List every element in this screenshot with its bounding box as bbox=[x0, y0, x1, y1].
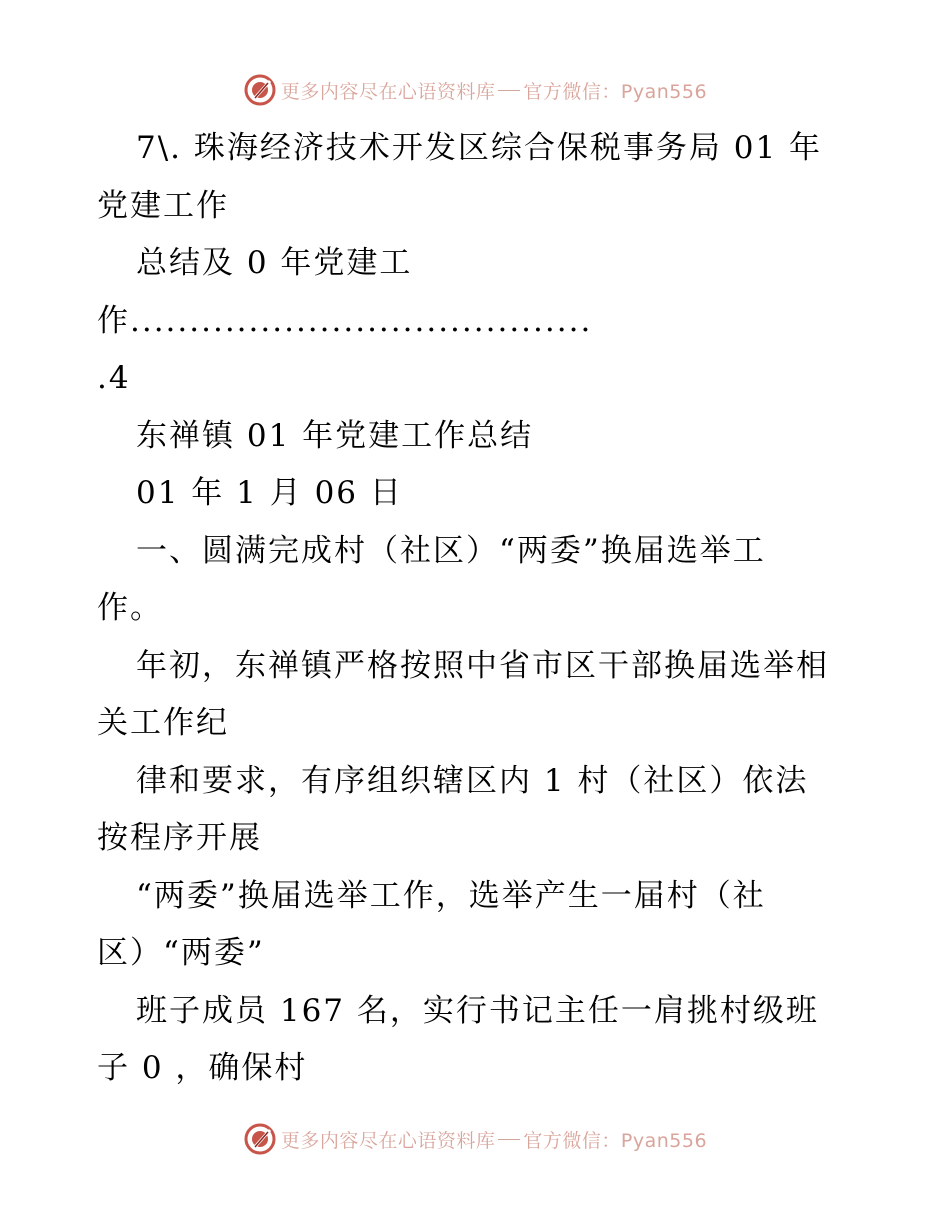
footer-watermark bbox=[0, 1121, 950, 1157]
seal-logo-icon bbox=[243, 1122, 277, 1156]
toc-leader-line: 作....................................... bbox=[97, 302, 593, 339]
watermark-suffix-text: 官方微信：Pyan556 bbox=[523, 80, 708, 103]
body-line: 区）“两委” bbox=[97, 935, 265, 971]
seal-logo-icon bbox=[243, 73, 277, 107]
body-line: 子 0 ，确保村 bbox=[97, 1050, 308, 1086]
watermark-main-text: 更多内容尽在心语资料库 bbox=[280, 1129, 496, 1152]
document-body bbox=[97, 120, 857, 1098]
section-heading: 一、圆满完成村（社区）“两委”换届选举工 bbox=[136, 532, 766, 569]
section-title: 东禅镇 01 年党建工作总结 bbox=[136, 417, 534, 454]
body-line: 关工作纪 bbox=[97, 705, 229, 741]
toc-page-number: .4 bbox=[97, 360, 131, 396]
document-date: 01 年 1 月 06 日 bbox=[136, 475, 403, 511]
watermark-separator bbox=[498, 90, 520, 91]
body-line: “两委”换届选举工作，选举产生一届村（社 bbox=[136, 877, 766, 914]
body-line: 律和要求，有序组织辖区内 1 村（社区）依法 bbox=[136, 762, 809, 799]
body-line: 总结及 0 年党建工 bbox=[136, 245, 413, 281]
body-line: 班子成员 167 名，实行书记主任一肩挑村级班 bbox=[136, 992, 819, 1029]
watermark-main-text: 更多内容尽在心语资料库 bbox=[280, 80, 496, 103]
header-watermark bbox=[0, 72, 950, 108]
body-line: 年初，东禅镇严格按照中省市区干部换届选举相 bbox=[136, 647, 829, 684]
body-line: 党建工作 bbox=[97, 187, 229, 224]
body-line: 7\. 珠海经济技术开发区综合保税事务局 01 年 bbox=[136, 130, 823, 166]
body-line: 作。 bbox=[97, 590, 163, 626]
watermark-suffix-text: 官方微信：Pyan556 bbox=[523, 1129, 708, 1152]
watermark-separator bbox=[498, 1139, 520, 1140]
body-line: 按程序开展 bbox=[97, 820, 262, 856]
